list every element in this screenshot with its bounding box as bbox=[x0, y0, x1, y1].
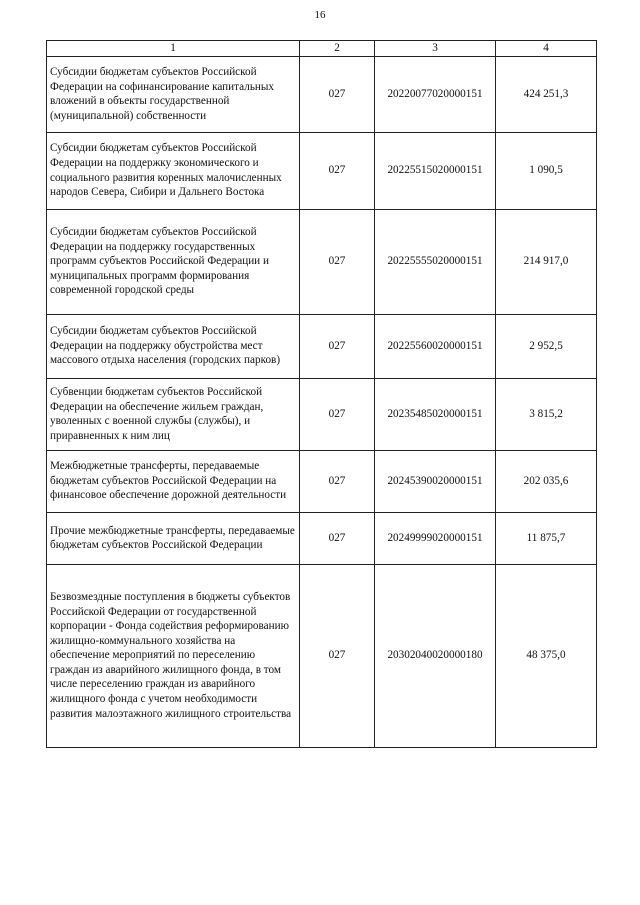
row-sum: 424 251,3 bbox=[496, 56, 597, 132]
page-number: 16 bbox=[314, 9, 326, 21]
column-header-2: 2 bbox=[300, 41, 375, 57]
row-name: Субсидии бюджетам субъектов Российской Федерации на поддержку государственных программ субъектов Российской Федерации и муниципальных программ формирования современной городской среды bbox=[47, 209, 300, 314]
row-budget-code: 20249999020000151 bbox=[375, 512, 496, 564]
row-name: Прочие межбюджетные трансферты, передаваемые бюджетам субъектов Российской Федерации bbox=[47, 512, 300, 564]
table-row bbox=[47, 132, 597, 209]
row-sum: 48 375,0 bbox=[496, 564, 597, 747]
budget-revenue-table bbox=[46, 40, 597, 748]
row-admin-code: 027 bbox=[300, 56, 375, 132]
row-sum: 11 875,7 bbox=[496, 512, 597, 564]
table-row bbox=[47, 56, 597, 132]
row-budget-code: 20235485020000151 bbox=[375, 378, 496, 450]
row-admin-code: 027 bbox=[300, 314, 375, 378]
row-sum: 2 952,5 bbox=[496, 314, 597, 378]
column-header-1: 1 bbox=[47, 41, 300, 57]
column-header-3: 3 bbox=[375, 41, 496, 57]
column-header-4: 4 bbox=[496, 41, 597, 57]
row-sum: 214 917,0 bbox=[496, 209, 597, 314]
row-budget-code: 20220077020000151 bbox=[375, 56, 496, 132]
row-admin-code: 027 bbox=[300, 132, 375, 209]
table-row bbox=[47, 378, 597, 450]
row-admin-code: 027 bbox=[300, 512, 375, 564]
table-row bbox=[47, 314, 597, 378]
table-header-row bbox=[47, 41, 597, 57]
row-budget-code: 20302040020000180 bbox=[375, 564, 496, 747]
table-row bbox=[47, 564, 597, 747]
row-budget-code: 20245390020000151 bbox=[375, 450, 496, 512]
row-name: Межбюджетные трансферты, передаваемые бюджетам субъектов Российской Федерации на финансовое обеспечение дорожной деятельности bbox=[47, 450, 300, 512]
table-row bbox=[47, 512, 597, 564]
table-row bbox=[47, 209, 597, 314]
table-row bbox=[47, 450, 597, 512]
row-sum: 1 090,5 bbox=[496, 132, 597, 209]
row-sum: 202 035,6 bbox=[496, 450, 597, 512]
row-name: Субвенции бюджетам субъектов Российской Федерации на обеспечение жильем граждан, уволенных с военной службы (службы), и приравненных к ним лиц bbox=[47, 378, 300, 450]
row-name: Субсидии бюджетам субъектов Российской Федерации на поддержку экономического и социального развития коренных малочисленных народов Севера, Сибири и Дальнего Востока bbox=[47, 132, 300, 209]
row-name: Безвозмездные поступления в бюджеты субъектов Российской Федерации от государственной корпорации - Фонда содействия реформированию жилищно-коммунального хозяйства на обеспечение мероприятий по переселению граждан из аварийного жилищного фонда, в том числе переселению граждан из аварийного жилищного фонда с учетом необходимости развития малоэтажного жилищного строительства bbox=[47, 564, 300, 747]
row-admin-code: 027 bbox=[300, 378, 375, 450]
row-admin-code: 027 bbox=[300, 450, 375, 512]
row-budget-code: 20225515020000151 bbox=[375, 132, 496, 209]
row-admin-code: 027 bbox=[300, 209, 375, 314]
row-name: Субсидии бюджетам субъектов Российской Федерации на софинансирование капитальных вложений в объекты государственной (муниципальной) собственности bbox=[47, 56, 300, 132]
row-budget-code: 20225555020000151 bbox=[375, 209, 496, 314]
row-admin-code: 027 bbox=[300, 564, 375, 747]
row-name: Субсидии бюджетам субъектов Российской Федерации на поддержку обустройства мест массового отдыха населения (городских парков) bbox=[47, 314, 300, 378]
row-budget-code: 20225560020000151 bbox=[375, 314, 496, 378]
row-sum: 3 815,2 bbox=[496, 378, 597, 450]
